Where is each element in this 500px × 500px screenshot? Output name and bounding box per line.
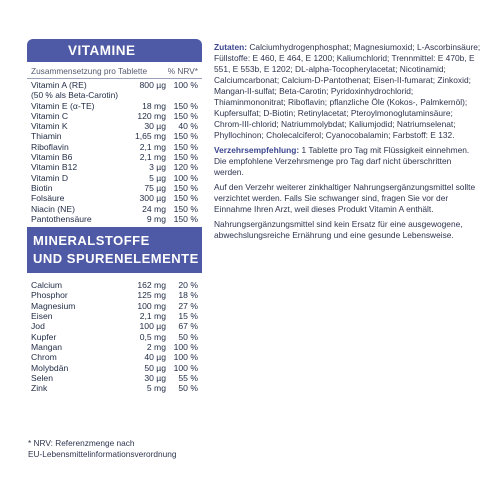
table-row: Riboflavin 2,1 mg 150 % — [31, 141, 198, 152]
nrv-header: % NRV* — [167, 66, 198, 76]
mineralstoffe-banner — [27, 227, 202, 273]
table-row: Chrom 40 µg 100 % — [31, 352, 198, 363]
footnote-line2: EU-Lebensmittelinformationsverordnung — [28, 449, 177, 459]
zutaten-label: Zutaten: — [214, 42, 248, 52]
mineral-title-line1: MINERALSTOFFE — [33, 233, 150, 249]
table-row: Vitamin E (α-TE) 18 mg 150 % — [31, 100, 198, 111]
table-row: Phosphor 125 mg 18 % — [31, 290, 198, 301]
table-row: Thiamin 1,65 mg 150 % — [31, 131, 198, 142]
table-row: Niacin (NE) 24 mg 150 % — [31, 203, 198, 214]
zutaten-text: Calciumhydrogenphosphat; Magnesiumoxid; L-Ascorbinsäure; Füllstoffe: E 460, E 464, E 1200; Kaliumchlorid; Trennmittel: E 470b, E 551, E 553b, E 1202; DL-alpha-Tocopherylacetat; Nicotinamid; Calciumcarbonat; Calcium-D-Pantothenat; Eisen-II-fumarat; Zinkoxid; Mangan-II-sulfat; Beta-Carotin; Pyridoxinhydrochlorid; Thiaminmononitrat; Riboflavin; pflanzliche Öle (Kokos-, Palmkernöl); Kupfersulfat; D-Biotin; Retinylacetat; Pteroylmonoglutaminsäure; Chrom-III-chlorid; Natriummolybdat; Kaliumjodid; Natriumselenat; Phyllochinon; Cholecalciferol; Cyanocobalamin; Farbstoff: E 132. — [214, 42, 481, 140]
nutrition-table — [27, 39, 202, 393]
vitamine-banner: VITAMINE — [27, 39, 202, 62]
composition-label: Zusammensetzung pro Tablette — [31, 66, 148, 76]
table-row: Vitamin D 5 µg 100 % — [31, 172, 198, 183]
mineral-rows — [27, 273, 202, 393]
verzehr-text: 1 Tablette pro Tag mit Flüssigkeit einnehmen. Die empfohlene Verzehrsmenge pro Tag darf nicht überschritten werden. — [214, 145, 470, 177]
table-row: Zink 5 mg 50 % — [31, 383, 198, 394]
table-row: Vitamin C 120 mg 150 % — [31, 110, 198, 121]
table-row: Kupfer 0,5 mg 50 % — [31, 331, 198, 342]
vitamin-rows — [27, 79, 202, 224]
table-row: Pantothensäure 9 mg 150 % — [31, 213, 198, 224]
table-row: Vitamin B6 2,1 mg 150 % — [31, 152, 198, 163]
table-row: Jod 100 µg 67 % — [31, 321, 198, 332]
table-row: Biotin 75 µg 150 % — [31, 182, 198, 193]
table-row: Vitamin A (RE) 800 µg 100 % — [31, 80, 198, 90]
table-row: Magnesium 100 mg 27 % — [31, 300, 198, 311]
ingredients-panel — [214, 42, 482, 245]
table-row: Folsäure 300 µg 150 % — [31, 193, 198, 204]
ingredients-paragraph — [214, 42, 482, 141]
table-row: (50 % als Beta-Carotin) — [31, 90, 119, 101]
footnote-line1: * NRV: Referenzmenge nach — [28, 438, 135, 448]
table-row: Molybdän 50 µg 100 % — [31, 362, 198, 373]
table-row: Vitamin K 30 µg 40 % — [31, 121, 198, 132]
verzehr-label: Verzehrsempfehlung: — [214, 145, 300, 155]
table-row: Calcium 162 mg 20 % — [31, 280, 198, 291]
table-header — [27, 62, 202, 79]
table-row: Mangan 2 mg 100 % — [31, 341, 198, 352]
table-row: Eisen 2,1 mg 15 % — [31, 311, 198, 322]
dosage-paragraph — [214, 145, 482, 178]
warning-paragraph: Auf den Verzehr weiterer zinkhaltiger Nahrungsergänzungsmittel sollte verzichtet werden. Falls Sie schwanger sind, fragen Sie vor der Einnahme Ihren Arzt, weil dieses Produkt Vitamin A enthält. — [214, 182, 476, 214]
mineral-title-line2: UND SPURENELEMENTE — [33, 251, 199, 267]
notice-paragraph: Nahrungsergänzungsmittel sind kein Ersatz für eine ausgewogene, abwechslungsreiche Ernährung und eine gesunde Lebensweise. — [214, 219, 463, 240]
nrv-footnote — [28, 438, 177, 460]
table-row: Vitamin B12 3 µg 120 % — [31, 162, 198, 173]
table-row: Selen 30 µg 55 % — [31, 372, 198, 383]
